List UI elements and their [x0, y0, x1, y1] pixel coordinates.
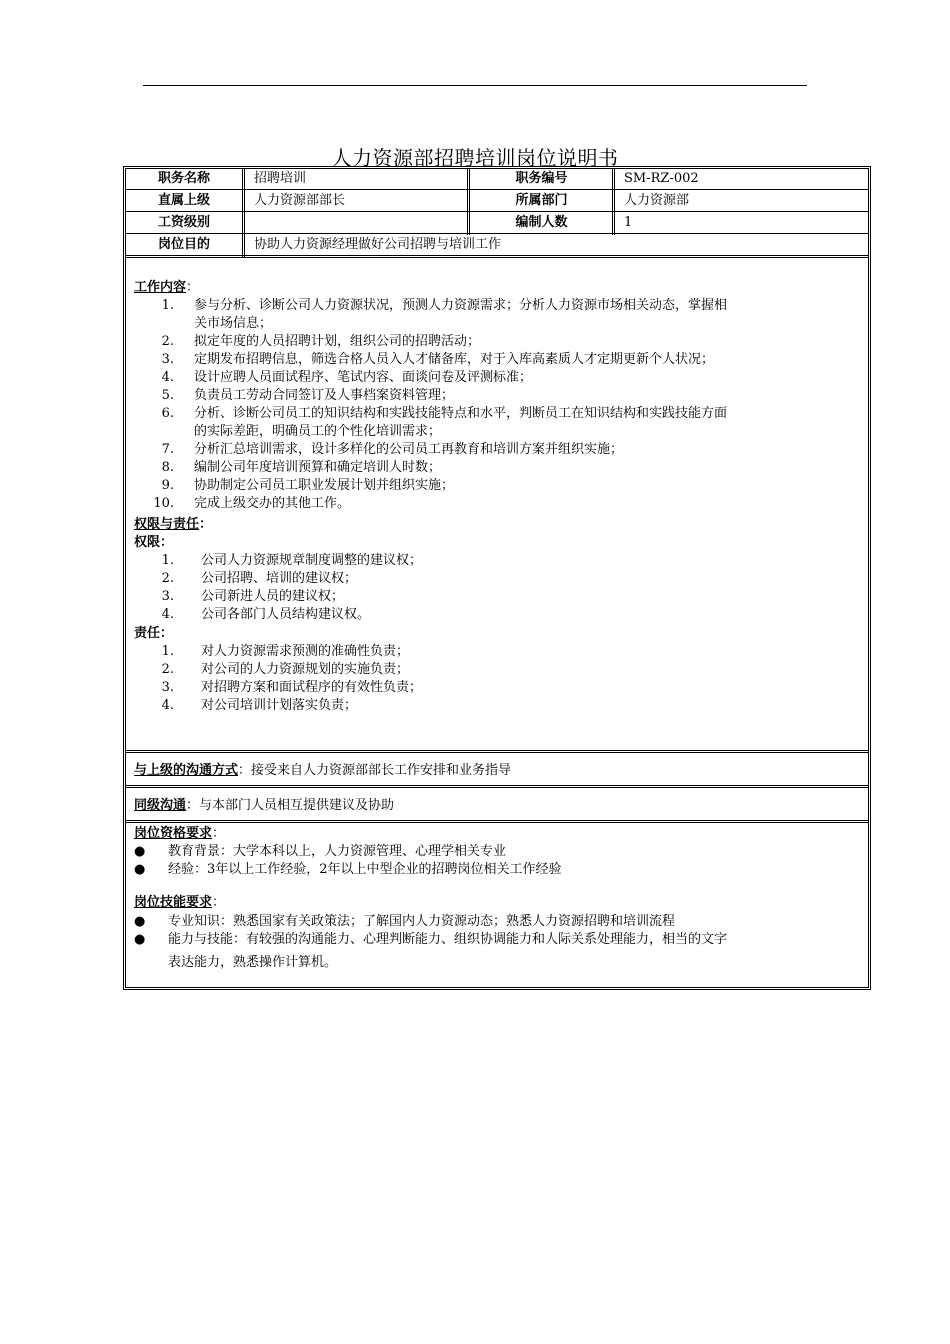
list-item-text: 专业知识：熟悉国家有关政策法；了解国内人力资源动态；熟悉人力资源招聘和培训流程: [168, 914, 676, 929]
list-item-text: 分析、诊断公司员工的知识结构和实践技能特点和水平，判断员工在知识结构和实践技能方面: [194, 406, 728, 421]
list-item-number: 4.: [161, 698, 174, 713]
row-divider: [126, 233, 868, 234]
skills-title-text: 岗位技能要求: [134, 895, 213, 910]
list-item-text: 对招聘方案和面试程序的有效性负责；: [201, 680, 423, 695]
list-item-text: 编制公司年度培训预算和确定培训人时数；: [194, 460, 442, 475]
list-item-number: 7.: [161, 442, 174, 457]
superior-comm: [134, 762, 511, 780]
document-title: 人力资源部招聘培训岗位说明书: [331, 146, 619, 170]
list-item-text: 对公司培训计划落实负责；: [201, 698, 358, 713]
list-item-text: 关市场信息；: [194, 316, 273, 331]
qualification-title-text: 岗位资格要求: [134, 826, 213, 841]
bullet-icon: ●: [134, 844, 146, 859]
department-label: 所属部门: [515, 193, 568, 208]
headcount-label: 编制人数: [515, 215, 568, 230]
list-item-number: 3.: [161, 680, 174, 695]
list-item-number: 2.: [161, 571, 174, 586]
list-item-number: 1.: [161, 553, 174, 568]
list-item-number: 5.: [161, 388, 174, 403]
row-divider: [126, 189, 868, 190]
job-code-label: 职务编号: [515, 171, 568, 186]
authority-colon: ：: [199, 517, 213, 532]
list-item-number: 4.: [161, 607, 174, 622]
list-item-number: 1.: [161, 298, 174, 313]
list-item-number: 1.: [161, 644, 174, 659]
row-divider: [126, 255, 868, 258]
header-rule: [143, 85, 807, 86]
work-content-title-text: 工作内容: [134, 280, 187, 295]
list-item-text: 分析汇总培训需求，设计多样化的公司员工再教育和培训方案并组织实施；: [194, 442, 624, 457]
list-item-text: 对人力资源需求预测的准确性负责；: [201, 644, 410, 659]
list-item-number: 3.: [161, 352, 174, 367]
headcount-value: 1: [624, 215, 633, 230]
superior-comm-title: 与上级的沟通方式: [134, 763, 239, 778]
list-item-text: 经验：3年以上工作经验，2年以上中型企业的招聘岗位相关工作经验: [168, 862, 562, 877]
list-item-text: 公司各部门人员结构建议权。: [201, 607, 371, 622]
list-item-text: 公司新进人员的建议权；: [201, 589, 345, 604]
peer-comm-text: ：与本部门人员相互提供建议及协助: [186, 798, 395, 813]
authority-title: [134, 516, 212, 534]
bullet-icon: ●: [134, 862, 146, 877]
work-content-title: [134, 279, 199, 297]
bullet-icon: ●: [134, 932, 146, 947]
peer-comm: [134, 797, 394, 815]
list-item-number: 2.: [161, 334, 174, 349]
duties-title: 责任：: [134, 626, 174, 641]
purpose-label: 岗位目的: [157, 237, 210, 252]
section-divider: [126, 785, 868, 788]
authority-title-text: 权限与责任: [134, 517, 200, 532]
qualification-title: [134, 825, 225, 843]
list-item-text: 拟定年度的人员招聘计划，组织公司的招聘活动；: [194, 334, 481, 349]
work-content-colon: ：: [186, 280, 200, 295]
list-item-number: 3.: [161, 589, 174, 604]
list-item-text: 公司人力资源规章制度调整的建议权；: [201, 553, 423, 568]
skills-title: [134, 894, 225, 912]
job-code-value: SM-RZ-002: [624, 171, 699, 186]
column-divider: [467, 169, 470, 235]
purpose-value: 协助人力资源经理做好公司招聘与培训工作: [254, 237, 502, 252]
list-item-text: 参与分析、诊断公司人力资源状况，预测人力资源需求；分析人力资源市场相关动态，掌握相: [194, 298, 728, 313]
superior-comm-text: ：接受来自人力资源部部长工作安排和业务指导: [238, 763, 512, 778]
list-item-text: 对公司的人力资源规划的实施负责；: [201, 662, 410, 677]
list-item-text: 定期发布招聘信息，筛选合格人员入人才储备库，对于入库高素质人才定期更新个人状况；: [194, 352, 715, 367]
list-item-number: 2.: [161, 662, 174, 677]
salary-label: 工资级别: [157, 215, 210, 230]
column-divider: [612, 169, 615, 235]
list-item-text: 教育背景：大学本科以上，人力资源管理、心理学相关专业: [168, 844, 507, 859]
list-item-number: 9.: [161, 478, 174, 493]
list-item-text: 负责员工劳动合同签订及人事档案资料管理；: [194, 388, 455, 403]
list-item-text: 设计应聘人员面试程序、笔试内容、面谈问卷及评测标准；: [194, 370, 533, 385]
peer-comm-title: 同级沟通: [134, 798, 187, 813]
list-item-text: 的实际差距，明确员工的个性化培训需求；: [194, 424, 442, 439]
list-item-number: 4.: [161, 370, 174, 385]
qualification-colon: ：: [212, 826, 226, 841]
list-item-number: 8.: [161, 460, 174, 475]
list-item-text: 协助制定公司员工职业发展计划并组织实施；: [194, 478, 455, 493]
section-divider: [126, 820, 868, 823]
rights-title: 权限：: [134, 535, 174, 550]
list-item-number: 10.: [153, 496, 174, 511]
column-divider: [242, 169, 245, 257]
job-name-label: 职务名称: [157, 171, 210, 186]
job-name-value: 招聘培训: [254, 171, 307, 186]
bullet-icon: ●: [134, 914, 146, 929]
list-item-text: 能力与技能：有较强的沟通能力、心理判断能力、组织协调能力和人际关系处理能力，相当的文字: [168, 932, 728, 947]
department-value: 人力资源部: [624, 193, 690, 208]
row-divider: [126, 211, 868, 212]
list-item-number: 6.: [161, 406, 174, 421]
superior-label: 直属上级: [157, 193, 210, 208]
skills-continuation: 表达能力，熟悉操作计算机。: [168, 955, 338, 970]
list-item-text: 公司招聘、培训的建议权；: [201, 571, 358, 586]
skills-colon: ：: [212, 895, 226, 910]
section-divider: [126, 750, 868, 753]
list-item-text: 完成上级交办的其他工作。: [194, 496, 351, 511]
superior-value: 人力资源部部长: [254, 193, 346, 208]
